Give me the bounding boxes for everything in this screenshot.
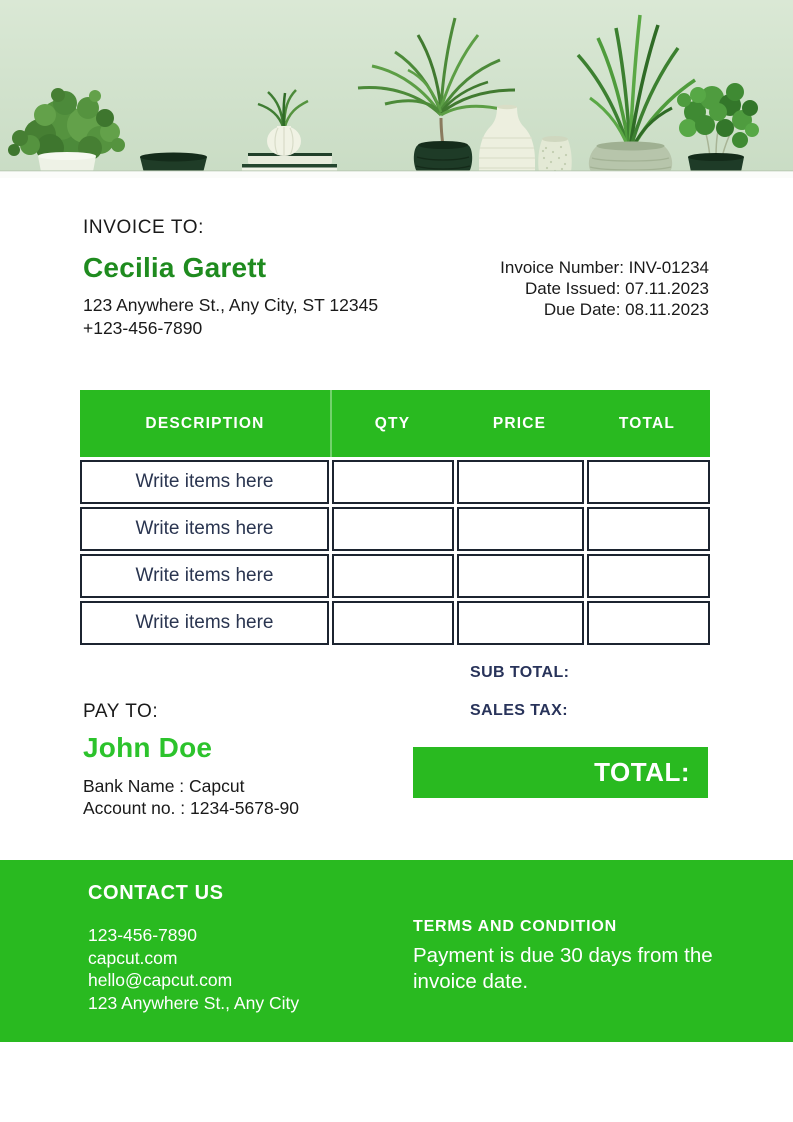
item-total-cell[interactable]: [587, 601, 710, 645]
item-total-cell[interactable]: [587, 507, 710, 551]
contact-us-heading: CONTACT US: [88, 882, 224, 904]
item-total-cell[interactable]: [587, 460, 710, 504]
due-date-label: Due Date:: [543, 300, 621, 319]
total-label: TOTAL:: [594, 757, 690, 787]
sales-tax-label: SALES TAX:: [470, 702, 568, 719]
item-description-cell[interactable]: Write items here: [80, 460, 329, 504]
contact-website: capcut.com: [88, 947, 178, 968]
invoice-number-value: INV-01234: [628, 258, 709, 277]
due-date-line: [500, 299, 709, 320]
terms-section: [413, 918, 731, 994]
column-header-qty: QTY: [374, 414, 411, 432]
header-column-divider: [330, 390, 332, 457]
account-number-value: 1234-5678-90: [190, 798, 300, 818]
footer: [0, 860, 793, 1042]
item-price-cell[interactable]: [457, 601, 584, 645]
items-table-body: [80, 460, 710, 645]
terms-text: Payment is due 30 days from the invoice date.: [413, 944, 713, 993]
bank-name-value: Capcut: [189, 776, 245, 796]
invoice-to-section: [83, 217, 378, 340]
item-price-cell[interactable]: [457, 554, 584, 598]
invoice-meta-section: [500, 257, 709, 320]
item-qty-cell[interactable]: [332, 507, 454, 551]
contact-address: 123 Anywhere St., Any City: [88, 992, 300, 1013]
item-description-cell[interactable]: Write items here: [80, 507, 329, 551]
client-address: 123 Anywhere St., Any City, ST 12345: [83, 295, 379, 315]
plants-photo: [0, 0, 793, 178]
contact-lines: [88, 924, 299, 1014]
pay-to-section: [83, 701, 299, 819]
item-description-cell[interactable]: Write items here: [80, 554, 329, 598]
sub-total-label: SUB TOTAL:: [470, 664, 570, 681]
item-description-cell[interactable]: Write items here: [80, 601, 329, 645]
due-date-value: 08.11.2023: [625, 300, 709, 319]
contact-phone: 123-456-7890: [88, 925, 197, 945]
item-qty-cell[interactable]: [332, 601, 454, 645]
invoice-number-label: Invoice Number:: [500, 258, 624, 277]
payee-name: John Doe: [83, 732, 213, 763]
items-table-header: [80, 390, 710, 457]
terms-heading: TERMS AND CONDITION: [413, 918, 617, 935]
client-name: Cecilia Garett: [83, 252, 267, 283]
total-bar: [413, 747, 708, 798]
date-issued-value: 07.11.2023: [625, 279, 709, 298]
items-table: [80, 390, 710, 645]
contact-email: hello@capcut.com: [88, 970, 233, 990]
invoice-number-line: [500, 257, 709, 278]
column-header-total: TOTAL: [618, 414, 676, 432]
column-header-price: PRICE: [492, 414, 547, 432]
item-qty-cell[interactable]: [332, 554, 454, 598]
bank-name-line: [83, 775, 299, 797]
item-price-cell[interactable]: [457, 507, 584, 551]
item-total-cell[interactable]: [587, 554, 710, 598]
account-number-line: [83, 797, 299, 819]
item-price-cell[interactable]: [457, 460, 584, 504]
pay-to-heading: PAY TO:: [83, 701, 159, 722]
plants-photo-illustration: [0, 0, 793, 178]
invoice-to-heading: INVOICE TO:: [83, 217, 204, 238]
account-number-label: Account no. :: [83, 798, 186, 818]
shelf-edge: [0, 171, 793, 178]
date-issued-label: Date Issued:: [524, 279, 621, 298]
date-issued-line: [500, 278, 709, 299]
item-qty-cell[interactable]: [332, 460, 454, 504]
bank-name-label: Bank Name :: [83, 776, 185, 796]
column-header-description: DESCRIPTION: [145, 414, 265, 432]
client-phone: +123-456-7890: [83, 318, 203, 338]
